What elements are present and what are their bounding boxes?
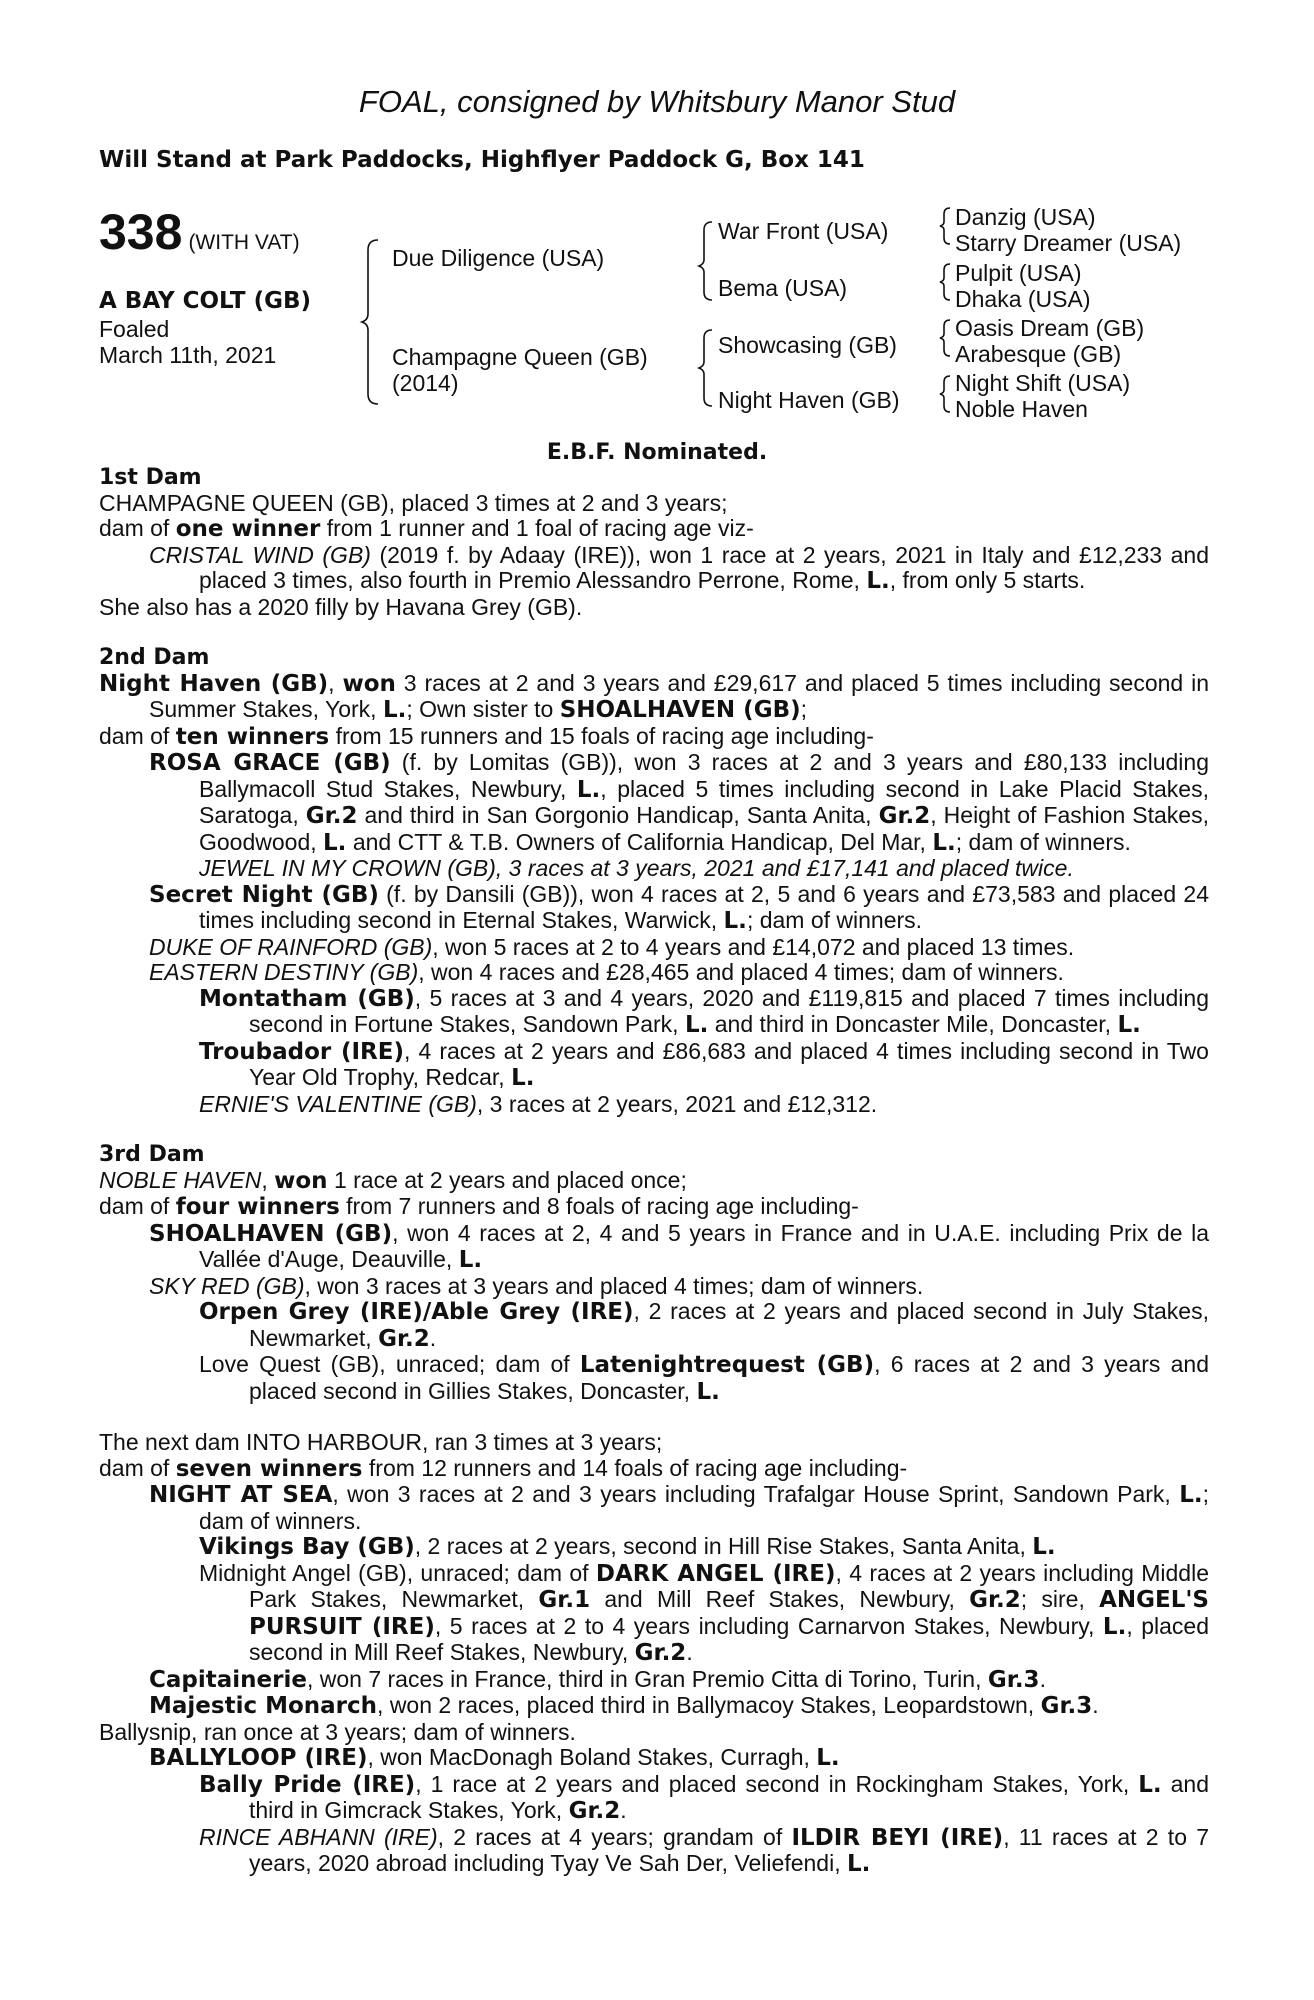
pedigree-dam-sire: Showcasing (GB) — [718, 332, 897, 358]
third-dam-record: NOBLE HAVEN, won 1 race at 2 years and placed once; — [99, 1166, 687, 1194]
produce-duke-of-rainford: DUKE OF RAINFORD (GB), won 5 races at 2 to 4 years and £14,072 and placed 13 times. — [149, 933, 1075, 960]
produce-cristal-wind: CRISTAL WIND (GB) (2019 f. by Adaay (IRE)), won 1 race at 2 years, 2021 in Italy and £12,233 and placed 3 times, also fourth in Premio Alessandro Perrone, Rome, L., from only 5 starts. — [149, 541, 1209, 594]
bracket-sd — [940, 264, 950, 300]
second-dam-record: Night Haven (GB), won 3 races at 2 and 3 years and £29,617 and placed 5 times including second in Summer Stakes, York, L.; Own sister to SHOALHAVEN (GB); — [99, 669, 1209, 723]
produce-love-quest: Love Quest (GB), unraced; dam of Latenightrequest (GB), 6 races at 2 and 3 years and placed second in Gillies Stakes, Doncaster, L. — [199, 1351, 1210, 1405]
produce-jewel-in-my-crown: JEWEL IN MY CROWN (GB), 3 races at 3 years, 2021 and £17,141 and placed twice. — [199, 855, 1074, 881]
lot-name: A BAY COLT (GB) — [99, 288, 312, 314]
ebf-nomination: E.B.F. Nominated. — [546, 440, 768, 465]
produce-ballyloop: BALLYLOOP (IRE), won MacDonagh Boland Stakes, Curragh, L. — [149, 1744, 840, 1771]
produce-majestic-monarch: Majestic Monarch, won 2 races, placed third in Ballymacoy Stakes, Leopardstown, Gr.3. — [149, 1692, 1099, 1719]
produce-ernies-valentine: ERNIE'S VALENTINE (GB), 3 races at 2 years, 2021 and £12,312. — [199, 1090, 878, 1117]
bracket-sire — [699, 222, 712, 300]
pedigree-dam-dam: Night Haven (GB) — [718, 387, 900, 413]
pedigree-g3-2: Starry Dreamer (USA) — [955, 230, 1182, 256]
foaled-label: Foaled — [99, 316, 170, 342]
pedigree-g3-6: Arabesque (GB) — [955, 341, 1122, 367]
bracket-dd — [940, 376, 950, 412]
vat-note: (WITH VAT) — [188, 231, 300, 254]
pedigree-sire: Due Diligence (USA) — [392, 245, 605, 271]
lot-number: 338 — [99, 204, 183, 260]
produce-sky-red: SKY RED (GB), won 3 races at 3 years and placed 4 times; dam of winners. — [149, 1272, 924, 1299]
pedigree-g3-7: Night Shift (USA) — [955, 370, 1131, 396]
second-dam-produce-summary: dam of ten winners from 15 runners and 15 foals of racing age including- — [99, 722, 874, 750]
catalogue-header: FOAL, consigned by Whitsbury Manor Stud — [358, 84, 956, 119]
first-dam-note: She also has a 2020 filly by Havana Grey (GB). — [99, 593, 583, 620]
next-dam-record: The next dam INTO HARBOUR, ran 3 times at 3 years; — [99, 1429, 663, 1455]
produce-vikings-bay: Vikings Bay (GB), 2 races at 2 years, second in Hill Rise Stakes, Santa Anita, L. — [199, 1533, 1056, 1560]
dam-sections — [99, 465, 1209, 1878]
bracket-dam — [699, 330, 712, 406]
next-dam-produce-summary: dam of seven winners from 12 runners and 14 foals of racing age including- — [99, 1454, 908, 1482]
pedigree-g3-8: Noble Haven — [955, 396, 1088, 422]
produce-rosa-grace: ROSA GRACE (GB) (f. by Lomitas (GB)), won 3 races at 2 and 3 years and £80,133 including Ballymacoll Stud Stakes, Newbury, L., placed 5 times including second in Lake Placid Stakes, Saratoga, Gr.2 and third in San Gorgonio Handicap, Santa Anita, Gr.2, Height of Fashion Stakes, Goodwood, L. and CTT & T.B. Owners of California Handicap, Del Mar, L.; dam of winners. — [149, 749, 1209, 856]
produce-night-at-sea: NIGHT AT SEA, won 3 races at 2 and 3 years including Trafalgar House Sprint, Sandown Park, L.; dam of winners. — [149, 1481, 1210, 1534]
produce-eastern-destiny: EASTERN DESTINY (GB), won 4 races and £28,465 and placed 4 times; dam of winners. — [149, 959, 1064, 985]
second-dam-heading: 2nd Dam — [99, 645, 210, 670]
foaled-date: March 11th, 2021 — [99, 342, 277, 368]
third-dam-produce-summary: dam of four winners from 7 runners and 8 foals of racing age including- — [99, 1193, 859, 1220]
pedigree-g3-4: Dhaka (USA) — [955, 286, 1091, 312]
produce-orpen-grey: Orpen Grey (IRE)/Able Grey (IRE), 2 races at 2 years and placed second in July Stakes, Newmarket, Gr.2. — [199, 1298, 1209, 1352]
pedigree-g3-3: Pulpit (USA) — [955, 260, 1082, 286]
stand-location: Will Stand at Park Paddocks, Highflyer Paddock G, Box 141 — [99, 147, 865, 173]
produce-troubador: Troubador (IRE), 4 races at 2 years and £86,683 and placed 4 times including second in Two Year Old Trophy, Redcar, L. — [199, 1037, 1209, 1091]
pedigree-g3-5: Oasis Dream (GB) — [955, 315, 1145, 341]
produce-montatham: Montatham (GB), 5 races at 3 and 4 years, 2020 and £119,815 and placed 7 times including second in Fortune Stakes, Sandown Park, L. and third in Doncaster Mile, Doncaster, L. — [199, 984, 1209, 1038]
pedigree-sire-sire: War Front (USA) — [718, 218, 889, 244]
pedigree-dam-year: (2014) — [392, 370, 459, 396]
pedigree-g3-1: Danzig (USA) — [955, 204, 1096, 230]
bracket-ds — [940, 320, 950, 356]
produce-shoalhaven: SHOALHAVEN (GB), won 4 races at 2, 4 and 5 years in France and in U.A.E. including Prix de la Vallée d'Auge, Deauville, L. — [149, 1219, 1209, 1273]
bracket-ss — [940, 208, 950, 244]
pedigree-dam: Champagne Queen (GB) — [392, 344, 648, 370]
produce-ballysnip: Ballysnip, ran once at 3 years; dam of winners. — [99, 1718, 576, 1745]
produce-secret-night: Secret Night (GB) (f. by Dansili (GB)), won 4 races at 2, 5 and 6 years and £73,583 and placed 24 times including second in Eternal Stakes, Warwick, L.; dam of winners. — [149, 880, 1209, 934]
first-dam-produce-summary: dam of one winner from 1 runner and 1 foal of racing age viz- — [99, 515, 754, 542]
produce-rince-abhann: RINCE ABHANN (IRE), 2 races at 4 years; grandam of ILDIR BEYI (IRE), 11 races at 2 to 7 years, 2020 abroad including Tyay Ve Sah Der, Veliefendi, L. — [199, 1823, 1209, 1877]
first-dam-line: CHAMPAGNE QUEEN (GB), placed 3 times at 2 and 3 years; — [99, 489, 728, 516]
pedigree-sire-dam: Bema (USA) — [718, 275, 848, 301]
third-dam-heading: 3rd Dam — [99, 1142, 205, 1167]
first-dam-heading: 1st Dam — [99, 465, 202, 490]
produce-bally-pride: Bally Pride (IRE), 1 race at 2 years and placed second in Rockingham Stakes, York, L. and third in Gimcrack Stakes, York, Gr.2. — [199, 1770, 1210, 1824]
produce-capitainerie: Capitainerie, won 7 races in France, third in Gran Premio Citta di Torino, Turin, Gr.3. — [149, 1665, 1046, 1693]
produce-midnight-angel: Midnight Angel (GB), unraced; dam of DARK ANGEL (IRE), 4 races at 2 years including Middle Park Stakes, Newmarket, Gr.1 and Mill Reef Stakes, Newbury, Gr.2; sire, ANGEL'S PURSUIT (IRE), 5 races at 2 to 4 years including Carnarvon Stakes, Newbury, L., placed second in Mill Reef Stakes, Newbury, Gr.2. — [199, 1559, 1210, 1666]
bracket-main — [362, 240, 378, 404]
